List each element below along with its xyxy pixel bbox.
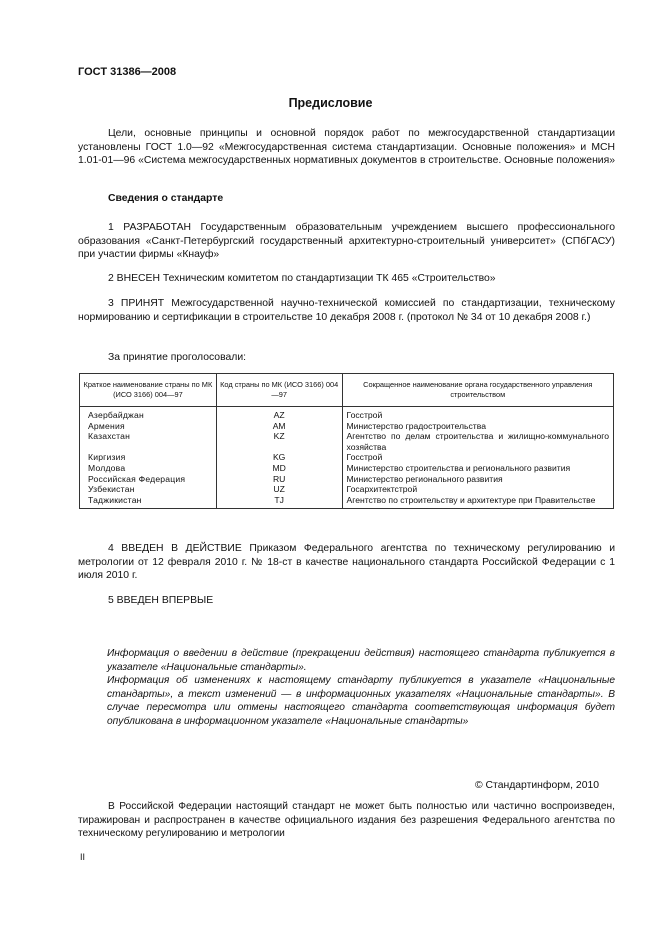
standard-header: ГОСТ 31386—2008	[78, 66, 177, 78]
code-cell: AZ	[216, 407, 342, 421]
item-enacted	[78, 542, 615, 583]
country-cell: Армения	[80, 421, 217, 432]
org-cell: Агентство по строительству и архитектуре при Правительстве	[342, 495, 613, 509]
about-heading: Сведения о стандарте	[108, 193, 224, 204]
item-developed-text: 1 РАЗРАБОТАН Государственным образовательным учреждением высшего профессионального образования «Санкт-Петербургский государственный архитектурно-строительный университет» (СПбГАСУ) при участии фирмы «Кнауф»	[78, 222, 615, 261]
votes-table	[79, 373, 614, 509]
table-row	[80, 431, 614, 452]
reproduction-notice	[78, 800, 615, 841]
info-changes	[107, 674, 615, 728]
header-code: Код страны по МК (ИСО 3166) 004—97	[216, 374, 342, 407]
org-cell: Министерство строительства и регионального развития	[342, 463, 613, 474]
item-developed	[78, 221, 615, 262]
org-cell: Госстрой	[342, 452, 613, 463]
info-publication-text: Информация о введении в действие (прекращении действия) настоящего стандарта публикуется в указателе «Национальные стандарты».	[107, 648, 615, 673]
item-first-text: 5 ВВЕДЕН ВПЕРВЫЕ	[108, 595, 214, 606]
table-row	[80, 452, 614, 463]
code-cell: UZ	[216, 484, 342, 495]
code-cell: TJ	[216, 495, 342, 509]
org-cell: Министерство градостроительства	[342, 421, 613, 432]
page-number: II	[80, 852, 86, 862]
org-cell: Министерство регионального развития	[342, 474, 613, 485]
country-cell: Киргизия	[80, 452, 217, 463]
info-changes-text: Информация об изменениях к настоящему стандарту публикуется в указателе «Национальные стандарты», а текст изменений — в информационных указателях «Национальные стандарты». В случае пересмотра или отмены настоящего стандарта соответствующая информация будет опубликована в информационном указателе «Национальные стандарты»	[107, 675, 615, 727]
item-introduced-text: 2 ВНЕСЕН Техническим комитетом по стандартизации ТК 465 «Строительство»	[108, 273, 496, 284]
intro-text: Цели, основные принципы и основной порядок работ по межгосударственной стандартизации установлены ГОСТ 1.0—92 «Межгосударственная система стандартизации. Основные положения» и МСН 1.01-01—96 «Система межгосударственных нормативных документов в строительстве. Основные положения»	[78, 128, 616, 167]
country-cell: Казахстан	[80, 431, 217, 452]
table-row	[80, 407, 614, 421]
org-cell: Госархитектстрой	[342, 484, 613, 495]
item-introduced	[78, 272, 615, 286]
table-row	[80, 463, 614, 474]
item-adopted-text: 3 ПРИНЯТ Межгосударственной научно-технической комиссией по стандартизации, техническому нормированию и сертификации в строительстве 10 декабря 2008 г. (протокол № 34 от 10 декабря 2008 г.)	[78, 298, 615, 323]
org-cell: Агентство по делам строительства и жилищно-коммунального хозяйства	[342, 431, 613, 452]
country-cell: Азербайджан	[80, 407, 217, 421]
item-adopted	[78, 297, 615, 324]
code-cell: RU	[216, 474, 342, 485]
table-row	[80, 495, 614, 509]
table-row	[80, 474, 614, 485]
org-cell: Госстрой	[342, 407, 613, 421]
reproduction-notice-text: В Российской Федерации настоящий стандарт не может быть полностью или частично воспроизведен, тиражирован и распространен в качестве официального издания без разрешения Федерального агентства по техническому регулированию и метрологии	[78, 801, 615, 840]
table-row	[80, 484, 614, 495]
table-row	[80, 421, 614, 432]
item-first	[78, 594, 615, 608]
country-cell: Российская Федерация	[80, 474, 217, 485]
votes-label: За принятие проголосовали:	[108, 352, 247, 363]
code-cell: KG	[216, 452, 342, 463]
country-cell: Таджикистан	[80, 495, 217, 509]
copyright: © Стандартинформ, 2010	[475, 780, 600, 791]
code-cell: MD	[216, 463, 342, 474]
info-publication	[107, 647, 615, 674]
header-org: Сокращенное наименование органа государственного управления строительством	[342, 374, 613, 407]
votes-table-header	[80, 374, 614, 407]
intro-paragraph	[78, 127, 615, 168]
code-cell: AM	[216, 421, 342, 432]
country-cell: Молдова	[80, 463, 217, 474]
item-enacted-text: 4 ВВЕДЕН В ДЕЙСТВИЕ Приказом Федерального агентства по техническому регулированию и метрологии от 12 февраля 2010 г. № 18-ст в качестве национального стандарта Российской Федерации с 1 июля 2010 г.	[78, 543, 615, 582]
code-cell: KZ	[216, 431, 342, 452]
page-title: Предисловие	[288, 96, 373, 110]
country-cell: Узбекистан	[80, 484, 217, 495]
header-country: Краткое наименование страны по МК (ИСО 3166) 004—97	[80, 374, 217, 407]
